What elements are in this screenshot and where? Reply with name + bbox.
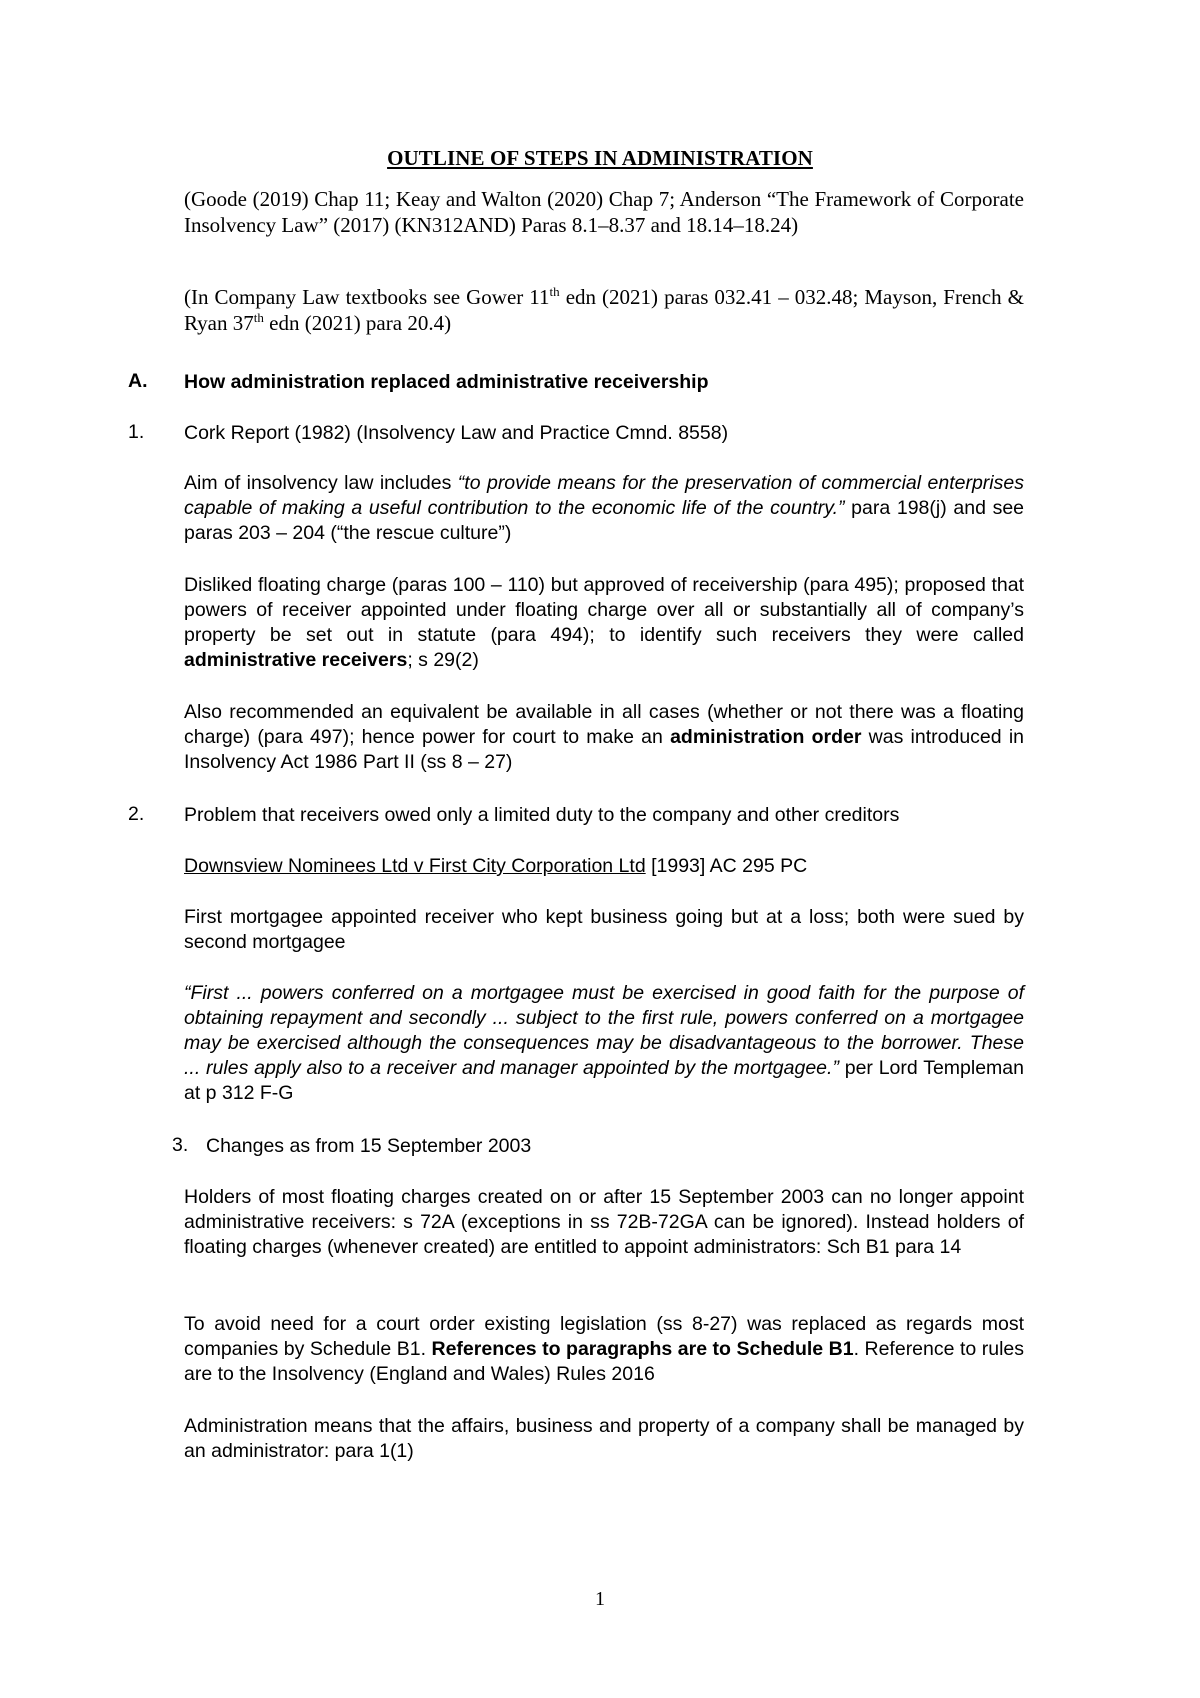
quote-paragraph: “First ... powers conferred on a mortgagee must be exercised in good faith for the purpose of obtaining repayment and secondly ... subject to the first rule, powers conferred on a mortgagee may be exercised although the consequences may be disadvantageous to the borrower. These ... rules apply also to a receiver and manager appointed by the mortgagee.” per Lord Templeman at p 312 F-G bbox=[184, 982, 1024, 1104]
item-2-title: Problem that receivers owed only a limited duty to the company and other creditors bbox=[184, 804, 900, 826]
item-2-number: 2. bbox=[128, 803, 145, 825]
aim-paragraph: Aim of insolvency law includes “to provide means for the preservation of commercial enterprises capable of making a useful contribution to the economic life of the country.” para 198(j) and see paras 203 – 204 (“the rescue culture”) bbox=[184, 472, 1025, 544]
item-1-number: 1. bbox=[128, 421, 145, 443]
holders-paragraph: Holders of most floating charges created on or after 15 September 2003 can no longer appoint administrative receivers: s 72A (exceptions in ss 72B-72GA can be ignored). Instead holders of floating charges (whenever created) are entitled to appoint administrators: Sch B1 para 14 bbox=[184, 1186, 1024, 1258]
case-citation: Downsview Nominees Ltd v First City Corporation Ltd [1993] AC 295 PC bbox=[184, 855, 808, 877]
administration-means-paragraph: Administration means that the affairs, business and property of a company shall be managed by an administrator: para 1(1) bbox=[184, 1415, 1024, 1462]
disliked-floating-charge-paragraph: Disliked floating charge (paras 100 – 110) but approved of receivership (para 495); proposed that powers of receiver appointed under floating charge over all or substantially all of company’s property be set out in statute (para 494); to identify such receivers they were called administrative receivers; s 29(2) bbox=[184, 574, 1024, 671]
references-paragraph: (Goode (2019) Chap 11; Keay and Walton (2020) Chap 7; Anderson “The Framework of Corporate Insolvency Law” (2017) (KN312AND) Paras 8.1–8.37 and 18.14–18.24) bbox=[184, 187, 1024, 237]
company-law-references: (In Company Law textbooks see Gower 11th edn (2021) paras 032.41 – 032.48; Mayson, French & Ryan 37th edn (2021) para 20.4) bbox=[184, 284, 1024, 335]
section-a-letter: A. bbox=[128, 370, 148, 392]
item-1-title: Cork Report (1982) (Insolvency Law and Practice Cmnd. 8558) bbox=[184, 422, 729, 444]
section-a-heading: How administration replaced administrative receivership bbox=[184, 371, 709, 393]
page-number: 1 bbox=[595, 1588, 605, 1610]
avoid-court-order-paragraph: To avoid need for a court order existing legislation (ss 8-27) was replaced as regards most companies by Schedule B1. References to paragraphs are to Schedule B1. Reference to rules are to the Insolvency (England and Wales) Rules 2016 bbox=[184, 1313, 1024, 1385]
facts-paragraph: First mortgagee appointed receiver who kept business going but at a loss; both were sued by second mortgagee bbox=[184, 906, 1024, 953]
also-recommended-paragraph: Also recommended an equivalent be available in all cases (whether or not there was a floating charge) (para 497); hence power for court to make an administration order was introduced in Insolvency Act 1986 Part II (ss 8 – 27) bbox=[184, 701, 1025, 773]
item-3-title: Changes as from 15 September 2003 bbox=[206, 1135, 532, 1157]
document-title: OUTLINE OF STEPS IN ADMINISTRATION bbox=[387, 146, 813, 170]
case-name: Downsview Nominees Ltd v First City Corporation Ltd bbox=[184, 855, 646, 877]
item-3-number: 3. bbox=[172, 1134, 189, 1156]
